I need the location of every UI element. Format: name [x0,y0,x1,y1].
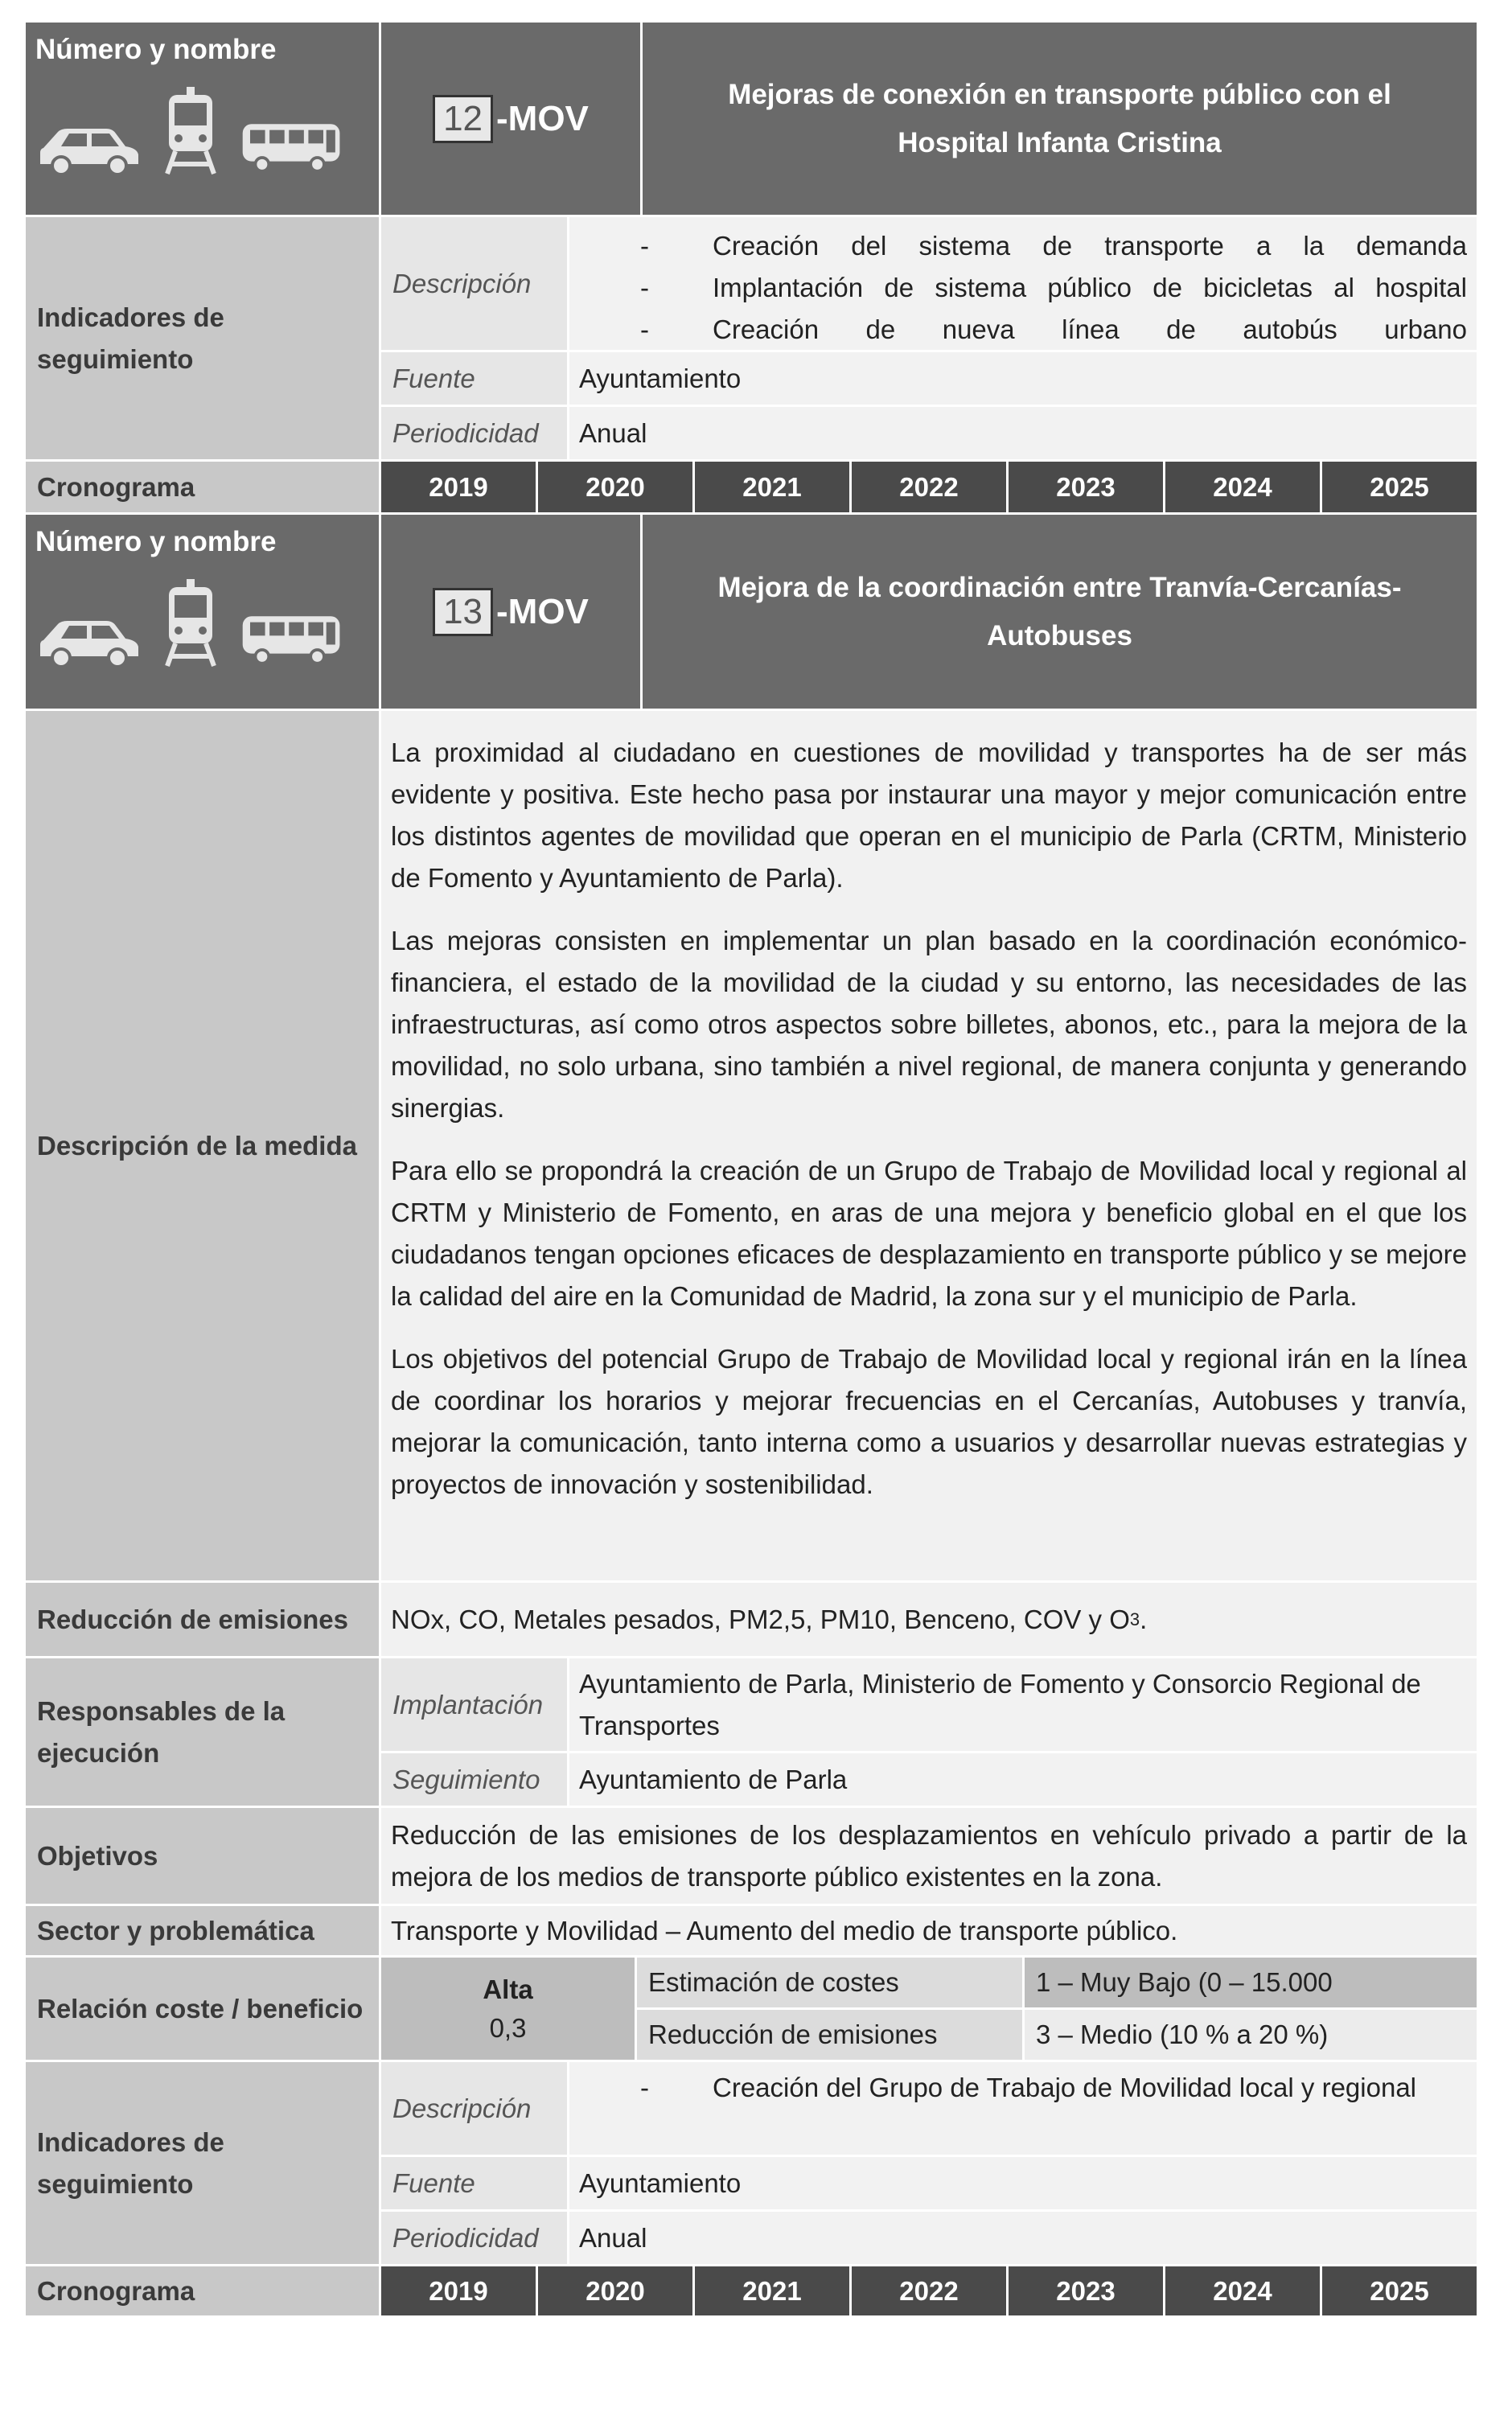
description-body [381,711,1477,1583]
year-cell: 2022 [852,462,1009,512]
estimacion-label: Estimación de costes [637,1958,1025,2010]
fuente-label: Fuente [381,352,569,407]
periodicidad-label: Periodicidad [381,407,569,462]
bus-icon [240,119,344,175]
year-cell: 2022 [852,2266,1009,2315]
seguimiento-value: Ayuntamiento de Parla [569,1753,1477,1808]
periodicidad-label: Periodicidad [381,2212,569,2266]
indicators-section-12 [26,217,1477,462]
list-item: - Creación del Grupo de Trabajo de Movilidad local y regional [640,2073,1416,2102]
year-cell: 2021 [695,2266,852,2315]
cronograma-label: Cronograma [26,462,381,515]
measure-suffix: -MOV [496,98,589,138]
periodicidad-value: Anual [569,2212,1477,2266]
fuente-label: Fuente [381,2157,569,2212]
objetivos-section [26,1808,1477,1906]
list-item: - Creación del sistema de transporte a la demanda [640,231,1467,261]
coste-grid [637,1958,1477,2062]
indicator-list [569,2062,1477,2157]
responsables-section [26,1658,1477,1808]
reduccion-label: Reducción de emisiones [637,2010,1025,2062]
sector-section [26,1906,1477,1958]
seguimiento-label: Seguimiento [381,1753,569,1808]
emissions-value: NOx, CO, Metales pesados, PM2,5, PM10, Benceno, COV y O 3 . [381,1583,1477,1658]
list-item: - Implantación de sistema público de bicicletas al hospital [640,273,1467,302]
indicators-label: Indicadores de seguimiento [26,217,381,462]
reduccion-value: 3 – Medio (10 % a 20 %) [1025,2010,1477,2062]
measure-suffix: -MOV [496,591,589,631]
measure-13-header [26,515,1477,711]
description-label: Descripción de la medida [26,711,381,1583]
measure-title: Mejoras de conexión en transporte público con el Hospital Infanta Cristina [643,23,1477,217]
sector-label: Sector y problemática [26,1906,381,1958]
objetivos-label: Objetivos [26,1808,381,1906]
measure-12-header [26,23,1477,217]
descripcion-label: Descripción [381,217,569,352]
indicators-section-13 [26,2062,1477,2266]
transport-icons [37,579,344,668]
description-paragraph: Las mejoras consisten en implementar un plan basado en la coordinación económico-financiera, el estado de la movilidad de la ciudad y su entorno, las necesidades de las infraestructuras, así como otros aspectos sobre billetes, abonos, etc., para la mejora de la movilidad, no solo urbana, sino también a nivel regional, de manera conjunta y generando sinergias. [391,926,1467,1123]
transport-icons [37,87,344,175]
bus-icon [240,611,344,668]
descripcion-label: Descripción [381,2062,569,2157]
implantacion-value: Ayuntamiento de Parla, Ministerio de Fomento y Consorcio Regional de Transportes [569,1658,1477,1753]
cronograma-row-12 [26,462,1477,515]
emissions-section [26,1583,1477,1658]
measure-code [381,515,643,711]
measure-number: 12 [433,95,493,143]
list-item: - Creación de nueva línea de autobús urbano [640,314,1467,344]
estimacion-value: 1 – Muy Bajo (0 – 15.000 [1025,1958,1477,2010]
fuente-value: Ayuntamiento [569,352,1477,407]
measure-title: Mejora de la coordinación entre Tranvía-Cercanías-Autobuses [643,515,1477,711]
number-name-label: Número y nombre [35,34,277,65]
description-paragraph: Para ello se propondrá la creación de un Grupo de Trabajo de Movilidad local y regional al CRTM y Ministerio de Fomento, en aras de una mejora y beneficio global en el que los ciudadanos tengan opciones eficaces de desplazamiento en transporte público y se mejore la calidad del aire en la Comunidad de Madrid, la zona sur y el municipio de Parla. [391,1156,1467,1311]
year-cell: 2024 [1165,462,1322,512]
indicators-label: Indicadores de seguimiento [26,2062,381,2266]
year-cell: 2023 [1009,2266,1165,2315]
periodicidad-value: Anual [569,407,1477,462]
coste-section [26,1958,1477,2062]
sector-value: Transporte y Movilidad – Aumento del medio de transporte público. [381,1906,1477,1958]
number-name-label-cell [26,23,381,217]
year-cell: 2021 [695,462,852,512]
description-section [26,711,1477,1583]
year-cell: 2020 [538,2266,695,2315]
measure-code [381,23,643,217]
number-name-label-cell [26,515,381,711]
year-cell: 2024 [1165,2266,1322,2315]
coste-label: Relación coste / beneficio [26,1958,381,2062]
year-cell: 2025 [1322,462,1477,512]
tram-icon [162,579,219,668]
year-cell: 2025 [1322,2266,1477,2315]
number-name-label: Número y nombre [35,526,277,557]
year-cell: 2023 [1009,462,1165,512]
cronograma-row-13 [26,2266,1477,2318]
emissions-label: Reducción de emisiones [26,1583,381,1658]
responsables-label: Responsables de la ejecución [26,1658,381,1808]
cronograma-label: Cronograma [26,2266,381,2318]
car-icon [37,124,142,175]
year-cell: 2020 [538,462,695,512]
tram-icon [162,87,219,175]
coste-rating [381,1958,637,2062]
car-icon [37,616,142,668]
measure-number: 13 [433,588,493,636]
rating-text: Alta [483,1974,533,2004]
year-cell: 2019 [381,462,538,512]
implantacion-label: Implantación [381,1658,569,1753]
rating-ratio: 0,3 [489,2012,527,2043]
fuente-value: Ayuntamiento [569,2157,1477,2212]
objetivos-value: Reducción de las emisiones de los desplazamientos en vehículo privado a partir de la mejora de los medios de transporte público existentes en la zona. [381,1808,1477,1906]
description-paragraph: La proximidad al ciudadano en cuestiones de movilidad y transportes ha de ser más evidente y positiva. Este hecho pasa por instaurar una mayor y mejor comunicación entre los distintos agentes de movilidad que operan en el municipio de Parla (CRTM, Ministerio de Fomento y Ayuntamiento de Parla). [391,738,1467,893]
indicator-list [569,217,1477,352]
description-paragraph: Los objetivos del potencial Grupo de Trabajo de Movilidad local y regional irán en la línea de coordinar los horarios y mejorar frecuencias en el Cercanías, Autobuses y tranvía, mejorar la comunicación, tanto interna como a usuarios y desarrollar nuevas estrategias y proyectos de innovación y sostenibilidad. [391,1344,1467,1499]
year-cell: 2019 [381,2266,538,2315]
